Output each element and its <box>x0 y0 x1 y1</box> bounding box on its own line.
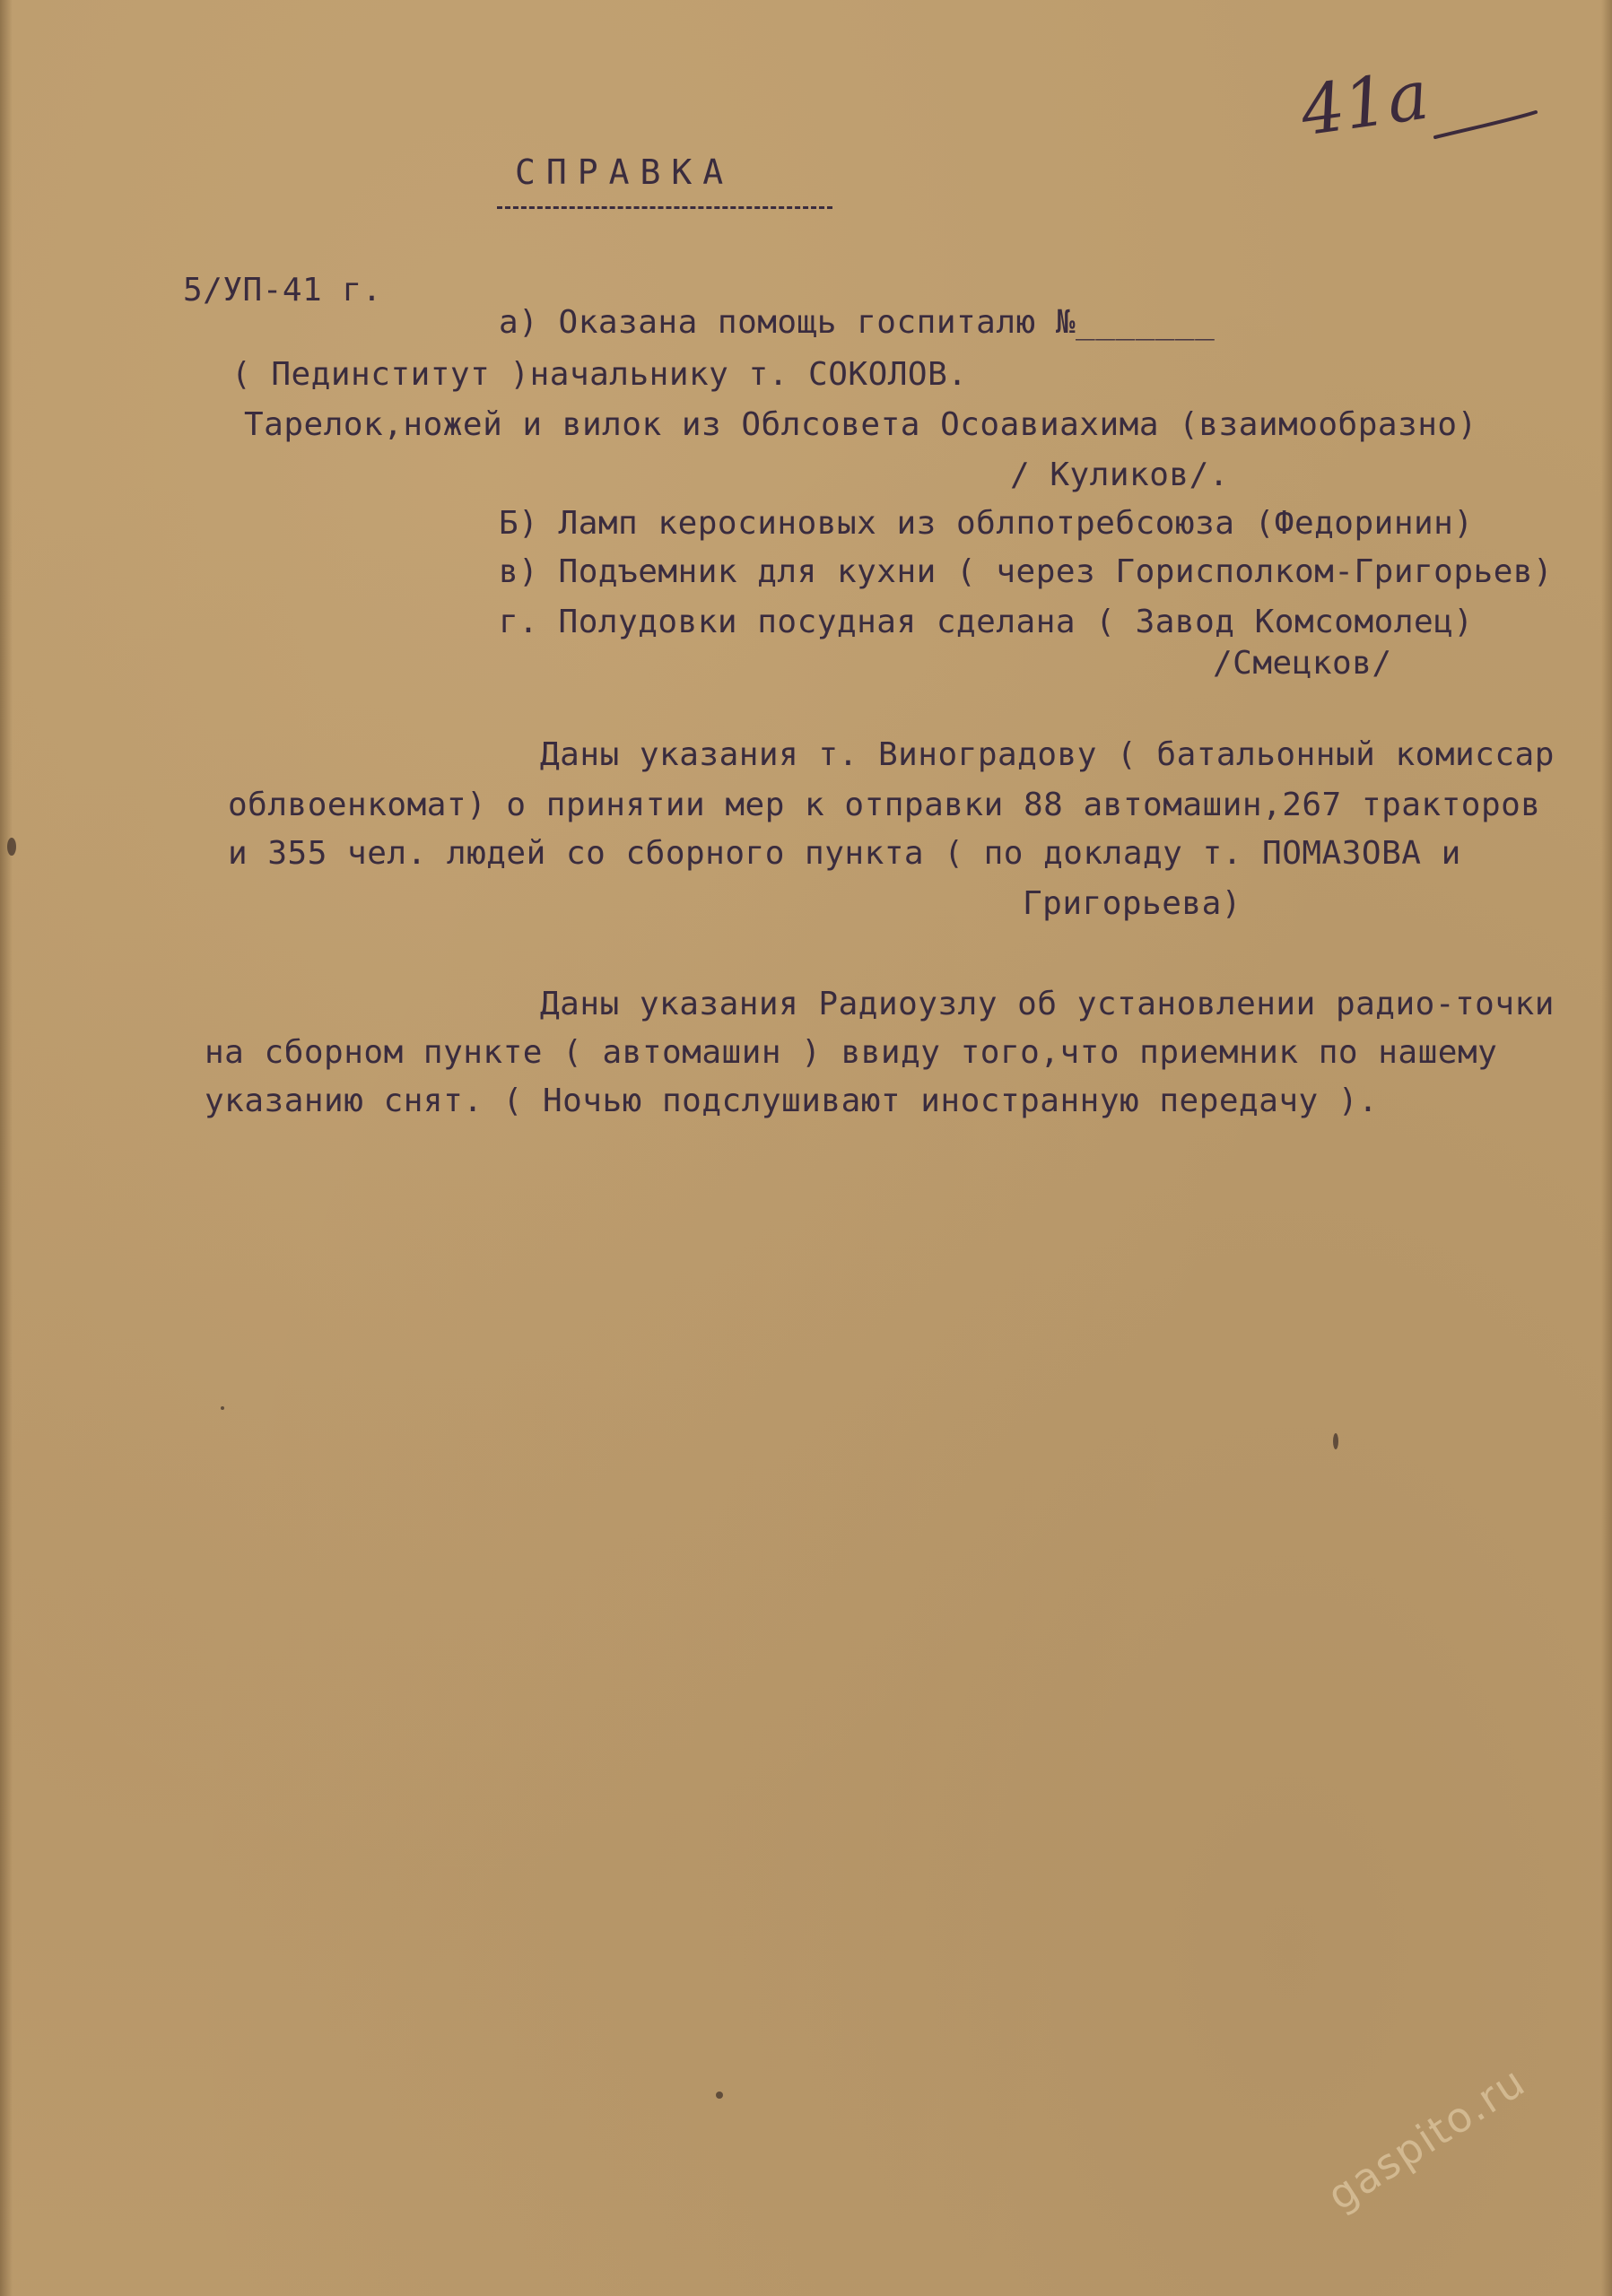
item-a-line-2: ( Пединститут )начальнику т. СОКОЛОВ. <box>231 356 968 393</box>
paper-left-edge <box>0 0 13 2296</box>
document-title: СПРАВКА <box>515 152 735 192</box>
item-a-line-4: / Куликов/. <box>1010 457 1229 493</box>
item-a-line-3: Тарелок,ножей и вилок из Облсовета Осоавиахима (взаимообразно) <box>244 406 1477 443</box>
folio-underline-mark <box>1301 85 1552 193</box>
item-b-line: Б) Ламп керосиновых из облпотребсоюза (Федоринин) <box>499 505 1474 542</box>
paper-speck <box>1333 1433 1338 1449</box>
title-underline <box>497 206 832 209</box>
paper-speck <box>221 1406 224 1410</box>
paper-speck <box>7 838 16 856</box>
document-date: 5/УП-41 г. <box>183 272 382 309</box>
folio-number: 41а <box>1295 54 1433 152</box>
paragraph-3-line-3: указанию снят. ( Ночью подслушивают иностранную передачу ). <box>205 1083 1379 1119</box>
paragraph-2-line-3: и 355 чел. людей со сборного пункта ( по докладу т. ПОМАЗОВА и <box>228 835 1461 872</box>
item-a-line-1: а) Оказана помощь госпиталю №_______ <box>499 304 1216 341</box>
paragraph-3-line-1: Даны указания Радиоузлу об установлении радио-точки <box>540 986 1555 1022</box>
item-g-line-1: г. Полудовки посудная сделана ( Завод Комсомолец) <box>499 604 1474 640</box>
paper-right-edge <box>1601 0 1612 2296</box>
paper-speck <box>716 2092 723 2099</box>
paragraph-3-line-2: на сборном пункте ( автомашин ) ввиду того,что приемник по нашему <box>205 1034 1498 1071</box>
watermark: gaspito.ru <box>1319 2057 1535 2221</box>
paragraph-2-line-2: облвоенкомат) о принятии мер к отправки 88 автомашин,267 тракторов <box>228 787 1541 823</box>
item-g-line-2: /Смецков/ <box>1213 645 1392 682</box>
paragraph-2-line-1: Даны указания т. Виноградову ( батальонный комиссар <box>540 736 1555 773</box>
item-v-line: в) Подъемник для кухни ( через Горисполком-Григорьев) <box>499 553 1554 590</box>
paragraph-2-line-4: Григорьева) <box>1023 885 1242 922</box>
